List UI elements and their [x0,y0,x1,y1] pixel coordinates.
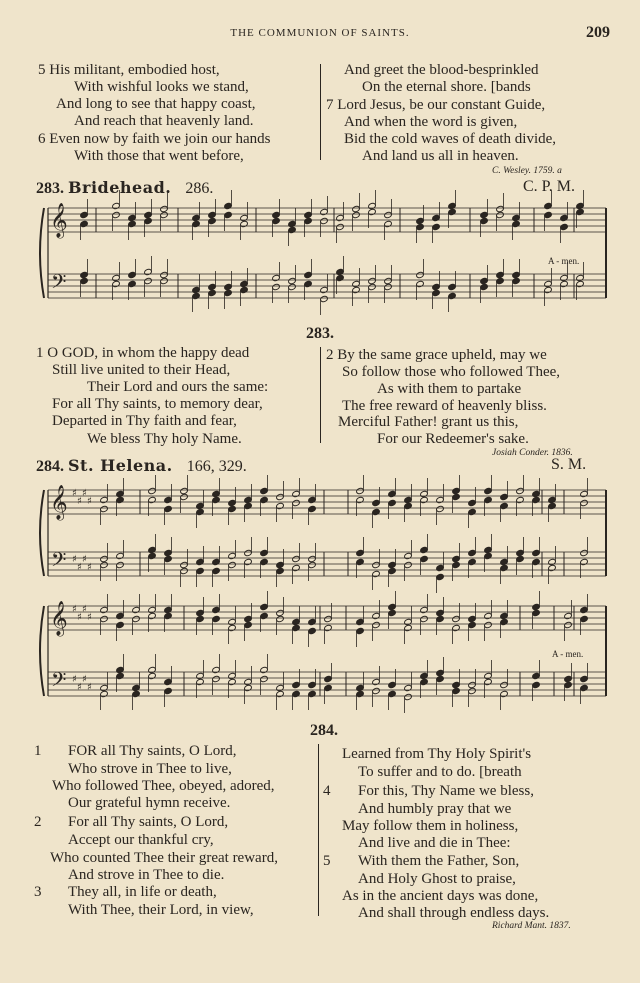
verse-line: And strove in Thee to die. [68,867,225,883]
verse-line: And land us all in heaven. [362,148,519,164]
verse-line: For this, Thy Name we bless, [358,783,534,799]
column-divider [320,347,321,443]
verse-line: Who strove in Thee to live, [68,761,232,777]
tune-meter: C. P. M. [523,178,576,195]
svg-text:♯: ♯ [87,612,92,623]
verse-line: As with them to partake [377,381,522,397]
svg-text:♯: ♯ [87,682,92,693]
verse-line: And live and die in Thee: [358,835,511,851]
verse-line: 2 By the same grace upheld, may we [326,347,547,363]
verse-line: 6 Even now by faith we join our hands [38,131,271,147]
verse-line: Their Lord and ours the same: [87,379,269,395]
verse-line: So follow those who followed Thee, [342,364,561,380]
verse-line: 7 Lord Jesus, be our constant Guide, [326,97,546,113]
music-score-284-b [34,594,610,712]
svg-text:♯: ♯ [82,488,87,499]
tune-reference: 166, 329. [186,458,247,475]
verse-line: With Thee, their Lord, in view, [68,902,254,918]
svg-text:♯: ♯ [77,562,82,573]
svg-text:𝄢: 𝄢 [51,668,67,696]
verse-line: On the eternal shore. [bands [362,79,531,95]
tune-number: 283. [36,180,64,197]
verse-line: Departed in Thy faith and fear, [52,413,237,429]
music-score-283 [34,196,610,320]
verse-line: For all Thy saints, O Lord, [68,814,229,830]
verse-line: Our grateful hymn receive. [68,795,231,811]
verse-line: Accept our thankful cry, [68,832,214,848]
verse-line: And humbly pray that we [358,801,512,817]
tune-header [36,178,213,198]
verse-line: FOR all Thy saints, O Lord, [68,743,237,759]
verse-line: Bid the cold waves of death divide, [344,131,557,147]
stanza-number: 3 [34,884,42,900]
verse-line: For all Thy saints, to memory dear, [52,396,263,412]
verse-line: 5 His militant, embodied host, [38,62,220,78]
verse-line: Still live united to their Head, [52,362,231,378]
author-attribution: C. Wesley. 1759. a [492,166,562,176]
stanza-number: 2 [34,814,42,830]
tune-name: St. Helena. [68,456,173,475]
column-divider [320,64,321,160]
svg-text:♯: ♯ [82,674,87,685]
svg-text:♯: ♯ [82,554,87,565]
verse-line: We bless Thy holy Name. [87,431,242,447]
svg-text:♯: ♯ [87,562,92,573]
svg-text:♯: ♯ [77,682,82,693]
verse-line: They all, in life or death, [68,884,217,900]
svg-text:♯: ♯ [77,496,82,507]
hymn-number: 284. [310,722,338,739]
author-attribution: Richard Mant. 1837. [492,921,571,931]
svg-text:𝄞: 𝄞 [50,203,68,238]
tune-reference: 286. [185,180,214,197]
column-divider [318,744,319,916]
verse-line: And long to see that happy coast, [56,96,256,112]
stanza-number: 1 [34,743,42,759]
amen-label: A - men. [552,649,584,659]
tune-number: 284. [36,458,64,475]
svg-text:𝄞: 𝄞 [50,485,68,520]
verse-line: And greet the blood-besprinkled [344,62,539,78]
author-attribution: Josiah Conder. 1836. [492,448,573,458]
svg-text:𝄢: 𝄢 [51,548,67,576]
verse-line: May follow them in holiness, [342,818,519,834]
verse-line: To suffer and to do. [breath [358,764,522,780]
verse-line: For our Redeemer's sake. [377,431,529,447]
verse-line: Who counted Thee their great reward, [50,850,278,866]
svg-text:♯: ♯ [82,604,87,615]
verse-line: And Holy Ghost to praise, [358,871,516,887]
verse-line: 1 O GOD, in whom the happy dead [36,345,250,361]
stanza-number: 5 [323,853,331,869]
tune-header [36,456,247,476]
svg-text:𝄞: 𝄞 [50,601,68,636]
verse-line: With wishful looks we stand, [74,79,249,95]
hymn-number: 283. [306,325,334,342]
svg-text:♯: ♯ [77,612,82,623]
verse-line: And shall through endless days. [358,905,550,921]
svg-text:𝄢: 𝄢 [51,270,67,298]
music-score-284-a [34,474,610,592]
svg-text:♯: ♯ [87,496,92,507]
verse-line: With them the Father, Son, [358,853,520,869]
svg-text:♯: ♯ [72,674,77,685]
amen-label: A - men. [548,256,580,266]
verse-line: With those that went before, [74,148,244,164]
tune-meter: S. M. [551,456,587,473]
stanza-number: 4 [323,783,331,799]
tune-name: Bridehead. [68,178,172,197]
verse-line: Merciful Father! grant us this, [338,414,519,430]
verse-line: The free reward of heavenly bliss. [342,398,547,414]
verse-line: Who followed Thee, obeyed, adored, [52,778,275,794]
running-header: THE COMMUNION OF SAINTS. [230,27,410,39]
svg-text:♯: ♯ [72,604,77,615]
verse-line: Learned from Thy Holy Spirit's [342,746,532,762]
verse-line: And when the word is given, [344,114,518,130]
page-number: 209 [586,24,610,41]
verse-line: As in the ancient days was done, [342,888,539,904]
svg-text:♯: ♯ [72,488,77,499]
verse-line: And reach that heavenly land. [74,113,254,129]
svg-text:♯: ♯ [72,554,77,565]
